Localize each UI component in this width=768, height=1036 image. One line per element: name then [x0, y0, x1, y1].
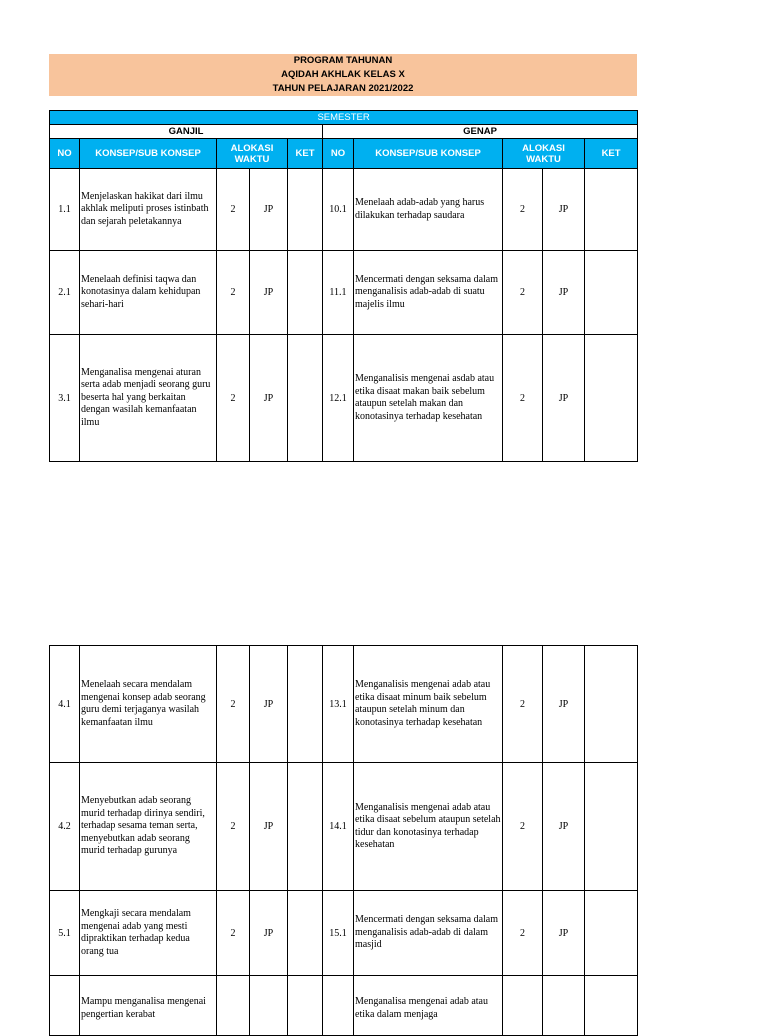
no-cell: 12.1 [323, 335, 354, 462]
no-cell: 3.1 [50, 335, 80, 462]
ket-cell [288, 251, 323, 335]
waktu-cell: 2 [503, 891, 543, 976]
konsep-cell: Menyebutkan adab seorang murid terhadap dirinya sendiri, terhadap sesama teman serta, menyebutkan adab seorang murid terhadap gurunya [80, 763, 217, 891]
waktu-cell: 2 [217, 169, 250, 251]
unit-cell: JP [543, 169, 585, 251]
table-row [50, 646, 638, 763]
waktu-cell: 2 [503, 646, 543, 763]
konsep-cell: Mampu menganalisa mengenai pengertian kerabat [80, 976, 217, 1036]
title-line-1: PROGRAM TAHUNAN [293, 55, 393, 66]
unit-cell: JP [250, 251, 288, 335]
unit-cell: JP [543, 763, 585, 891]
table-row [50, 169, 638, 251]
ganjil-header: GANJIL [50, 125, 323, 139]
title-line-2: AQIDAH AKHLAK KELAS X [281, 69, 405, 80]
unit-cell: JP [250, 646, 288, 763]
no-cell: 1.1 [50, 169, 80, 251]
table-row [50, 251, 638, 335]
konsep-cell: Menganalisa mengenai aturan serta adab menjadi seorang guru beserta hal yang berkaitan dengan wasilah kemanfaatan ilmu [80, 335, 217, 462]
no-cell: 5.1 [50, 891, 80, 976]
col-no-genap: NO [323, 139, 354, 169]
ket-cell [288, 763, 323, 891]
ket-cell [288, 891, 323, 976]
unit-cell: JP [250, 169, 288, 251]
konsep-cell: Menelaah definisi taqwa dan konotasinya dalam kehidupan sehari-hari [80, 251, 217, 335]
no-cell: 2.1 [50, 251, 80, 335]
ket-cell [288, 646, 323, 763]
no-cell [323, 976, 354, 1036]
waktu-cell: 2 [217, 763, 250, 891]
ket-cell [585, 251, 638, 335]
ket-cell [288, 169, 323, 251]
waktu-cell: 2 [217, 251, 250, 335]
waktu-cell: 2 [217, 335, 250, 462]
konsep-cell: Menganalisis mengenai adab atau etika disaat sebelum ataupun setelah tidur dan konotasinya terhadap kesehatan [354, 763, 503, 891]
program-table-bottom [49, 645, 638, 1036]
waktu-cell: 2 [503, 251, 543, 335]
ket-cell [585, 763, 638, 891]
konsep-cell: Mencermati dengan seksama dalam menganalisis adab-adab di dalam masjid [354, 891, 503, 976]
waktu-cell: 2 [503, 335, 543, 462]
waktu-cell: 2 [217, 891, 250, 976]
konsep-cell: Menganalisis mengenai asdab atau etika disaat makan baik sebelum ataupun setelah makan dan konotasinya terhadap kesehatan [354, 335, 503, 462]
table-row [50, 891, 638, 976]
col-konsep-ganjil: KONSEP/SUB KONSEP [80, 139, 217, 169]
waktu-cell: 2 [503, 763, 543, 891]
unit-cell: JP [543, 335, 585, 462]
ket-cell [288, 976, 323, 1036]
table-row [50, 335, 638, 462]
alokasi-label: ALOKASI [522, 142, 565, 154]
waktu-cell [503, 976, 543, 1036]
ket-cell [585, 169, 638, 251]
no-cell: 13.1 [323, 646, 354, 763]
no-cell: 11.1 [323, 251, 354, 335]
unit-cell [250, 976, 288, 1036]
konsep-cell: Menganalisis mengenai adab atau etika disaat minum baik sebelum ataupun setelah minum dan konotasinya terhadap kesehatan [354, 646, 503, 763]
unit-cell: JP [543, 646, 585, 763]
no-cell: 4.1 [50, 646, 80, 763]
konsep-cell: Menjelaskan hakikat dari ilmu akhlak meliputi proses istinbath dan sejarah peletakannya [80, 169, 217, 251]
ket-cell [585, 976, 638, 1036]
unit-cell: JP [250, 763, 288, 891]
konsep-cell: Menganalisa mengenai adab atau etika dalam menjaga [354, 976, 503, 1036]
ket-cell [288, 335, 323, 462]
program-table-top [49, 110, 638, 462]
ket-cell [585, 891, 638, 976]
ket-cell [585, 646, 638, 763]
waktu-cell [217, 976, 250, 1036]
col-alokasi-genap [503, 139, 585, 169]
konsep-cell: Mencermati dengan seksama dalam menganalisis adab-adab di suatu majelis ilmu [354, 251, 503, 335]
no-cell: 15.1 [323, 891, 354, 976]
ket-cell [585, 335, 638, 462]
no-cell: 4.2 [50, 763, 80, 891]
no-cell [50, 976, 80, 1036]
konsep-cell: Menelaah secara mendalam mengenai konsep adab seorang guru demi terjaganya wasilah kemanfaatan ilmu [80, 646, 217, 763]
konsep-cell: Mengkaji secara mendalam mengenai adab yang mesti dipraktikan terhadap kedua orang tua [80, 891, 217, 976]
waktu-label: WAKTU [234, 153, 270, 165]
document-title [49, 54, 637, 96]
unit-cell: JP [543, 251, 585, 335]
table-row [50, 976, 638, 1036]
title-line-3: TAHUN PELAJARAN 2021/2022 [272, 83, 414, 94]
col-no-ganjil: NO [50, 139, 80, 169]
semester-header: SEMESTER [50, 111, 638, 125]
table-row [50, 763, 638, 891]
col-ket-ganjil: KET [288, 139, 323, 169]
col-konsep-genap: KONSEP/SUB KONSEP [354, 139, 503, 169]
genap-header: GENAP [323, 125, 638, 139]
unit-cell: JP [250, 891, 288, 976]
unit-cell: JP [543, 891, 585, 976]
unit-cell: JP [250, 335, 288, 462]
waktu-cell: 2 [217, 646, 250, 763]
konsep-cell: Menelaah adab-adab yang harus dilakukan terhadap saudara [354, 169, 503, 251]
unit-cell [543, 976, 585, 1036]
no-cell: 10.1 [323, 169, 354, 251]
col-alokasi-ganjil [217, 139, 288, 169]
no-cell: 14.1 [323, 763, 354, 891]
alokasi-label: ALOKASI [230, 142, 274, 154]
waktu-label: WAKTU [526, 153, 561, 165]
col-ket-genap: KET [585, 139, 638, 169]
waktu-cell: 2 [503, 169, 543, 251]
